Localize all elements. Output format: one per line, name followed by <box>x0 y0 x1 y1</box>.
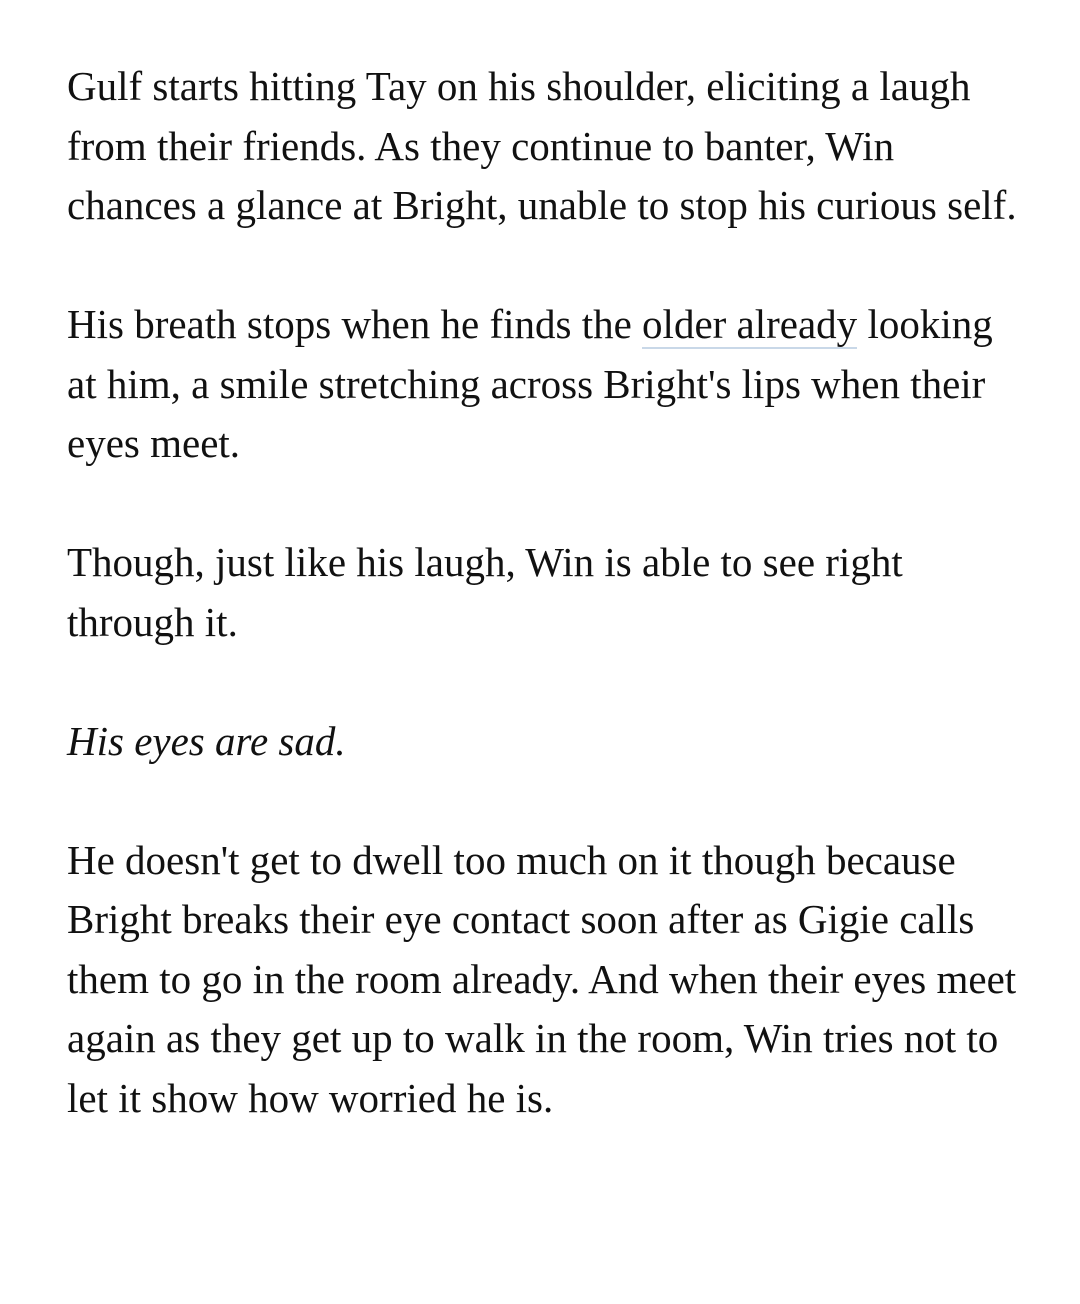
paragraph-text-after: looking at him, a smile stretching across Bright's lips when their eyes meet. <box>67 301 993 466</box>
story-paragraph <box>67 295 1020 474</box>
story-paragraph: He doesn't get to dwell too much on it though because Bright breaks their eye contact soon after as Gigie calls them to go in the room already. And when their eyes meet again as they get up to walk in the room, Win tries not to let it show how worried he is. <box>67 836 1017 1121</box>
inline-comment-highlight[interactable]: older already <box>642 301 858 347</box>
story-paragraph-italic: His eyes are sad. <box>67 717 346 764</box>
paragraph-text-before: His breath stops when he finds the <box>67 301 643 347</box>
story-paragraph: Though, just like his laugh, Win is able to see right through it. <box>67 539 903 645</box>
story-paragraph: Gulf starts hitting Tay on his shoulder, eliciting a laugh from their friends. As they continue to banter, Win chances a glance at Bright, unable to stop his curious self. <box>67 63 1017 228</box>
